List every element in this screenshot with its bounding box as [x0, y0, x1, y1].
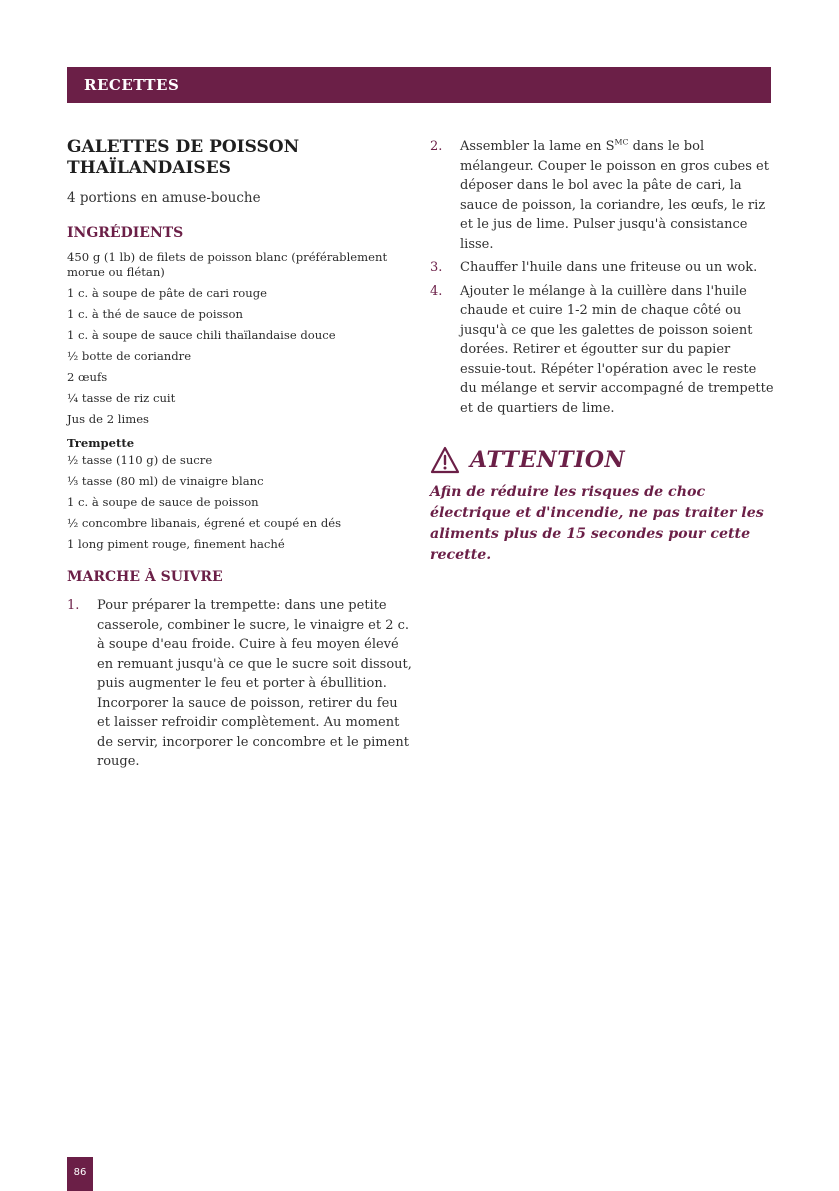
- ingredient-item: 1 c. à soupe de pâte de cari rouge: [67, 286, 267, 300]
- warning-triangle-icon: [430, 446, 460, 474]
- ingredient-item: Jus de 2 limes: [67, 412, 149, 426]
- attention-box: [430, 446, 775, 566]
- servings: 4 portions en amuse-bouche: [67, 190, 261, 206]
- method-steps-right: [430, 137, 775, 418]
- method-step: [67, 596, 412, 772]
- section-title: RECETTES: [84, 76, 180, 94]
- dip-ingredients-list: [67, 453, 412, 552]
- method-step: [430, 258, 775, 278]
- ingredients-list: [67, 250, 412, 427]
- method-step: [430, 137, 775, 254]
- method-heading: MARCHE À SUIVRE: [67, 569, 223, 585]
- dip-ingredient-item: 1 long piment rouge, finement haché: [67, 537, 285, 551]
- ingredient-item: 450 g (1 lb) de filets de poisson blanc (préférablement morue ou flétan): [67, 250, 388, 279]
- ingredient-item: 2 œufs: [67, 370, 108, 384]
- ingredients-heading: INGRÉDIENTS: [67, 225, 184, 241]
- step-number: 4.: [430, 283, 443, 299]
- method-step: [430, 282, 775, 419]
- dip-ingredient-item: ½ tasse (110 g) de sucre: [67, 453, 213, 467]
- step-number: 3.: [430, 260, 443, 275]
- ingredient-item: 1 c. à thé de sauce de poisson: [67, 307, 243, 321]
- attention-text: Afin de réduire les risques de choc électrique et d'incendie, ne pas traiter les aliments plus de 15 secondes pour cette recette.: [430, 484, 764, 563]
- left-column: [67, 137, 412, 776]
- ingredient-item: 1 c. à soupe de sauce chili thaïlandaise douce: [67, 328, 336, 342]
- right-column: [430, 137, 775, 566]
- method-steps-left: [67, 596, 412, 772]
- dip-heading: Trempette: [67, 436, 135, 450]
- trademark-mark: MC: [614, 137, 629, 147]
- step-number: 1.: [67, 598, 80, 613]
- step-text: Chauffer l'huile dans une friteuse ou un wok.: [460, 260, 758, 275]
- recipe-title-line2: THAÏLANDAISES: [67, 158, 231, 178]
- step-text: Ajouter le mélange à la cuillère dans l'huile chaude et cuire 1-2 min de chaque côté ou jusqu'à ce que les galettes de poisson soient dorées. Retirer et égoutter sur du papier essuie-tout. Répéter l'opération avec le reste du mélange et servir accompagné de trempette et de quartiers de lime.: [460, 283, 774, 416]
- attention-title: ATTENTION: [470, 447, 626, 473]
- step-number: 2.: [430, 139, 443, 154]
- section-header: [67, 67, 771, 103]
- page-number: [67, 1157, 93, 1191]
- dip-ingredient-item: ⅓ tasse (80 ml) de vinaigre blanc: [67, 474, 264, 488]
- step-text: Pour préparer la trempette: dans une petite casserole, combiner le sucre, le vinaigre et 2 c. à soupe d'eau froide. Cuire à feu moyen élevé en remuant jusqu'à ce que le sucre soit dissout, puis augmenter le feu et porter à ébullition. Incorporer la sauce de poisson, retirer du feu et laisser refroidir complètement. Au moment de servir, incorporer le concombre et le piment rouge.: [97, 598, 412, 769]
- attention-heading: [430, 446, 775, 474]
- page-number-label: 86: [73, 1167, 87, 1178]
- dip-ingredient-item: 1 c. à soupe de sauce de poisson: [67, 495, 259, 509]
- recipe-title-line1: GALETTES DE POISSON: [67, 137, 300, 157]
- recipe-title: [67, 137, 412, 179]
- ingredient-item: ¼ tasse de riz cuit: [67, 391, 176, 405]
- step-text-after: dans le bol mélangeur. Couper le poisson en gros cubes et déposer dans le bol avec la pâte de cari, la sauce de poisson, la coriandre, les œufs, le riz et le jus de lime. Pulser jusqu'à consistance lisse.: [460, 139, 769, 252]
- step-text-before: Assembler la lame en S: [460, 139, 615, 154]
- dip-ingredient-item: ½ concombre libanais, égrené et coupé en dés: [67, 516, 342, 530]
- ingredient-item: ½ botte de coriandre: [67, 349, 192, 363]
